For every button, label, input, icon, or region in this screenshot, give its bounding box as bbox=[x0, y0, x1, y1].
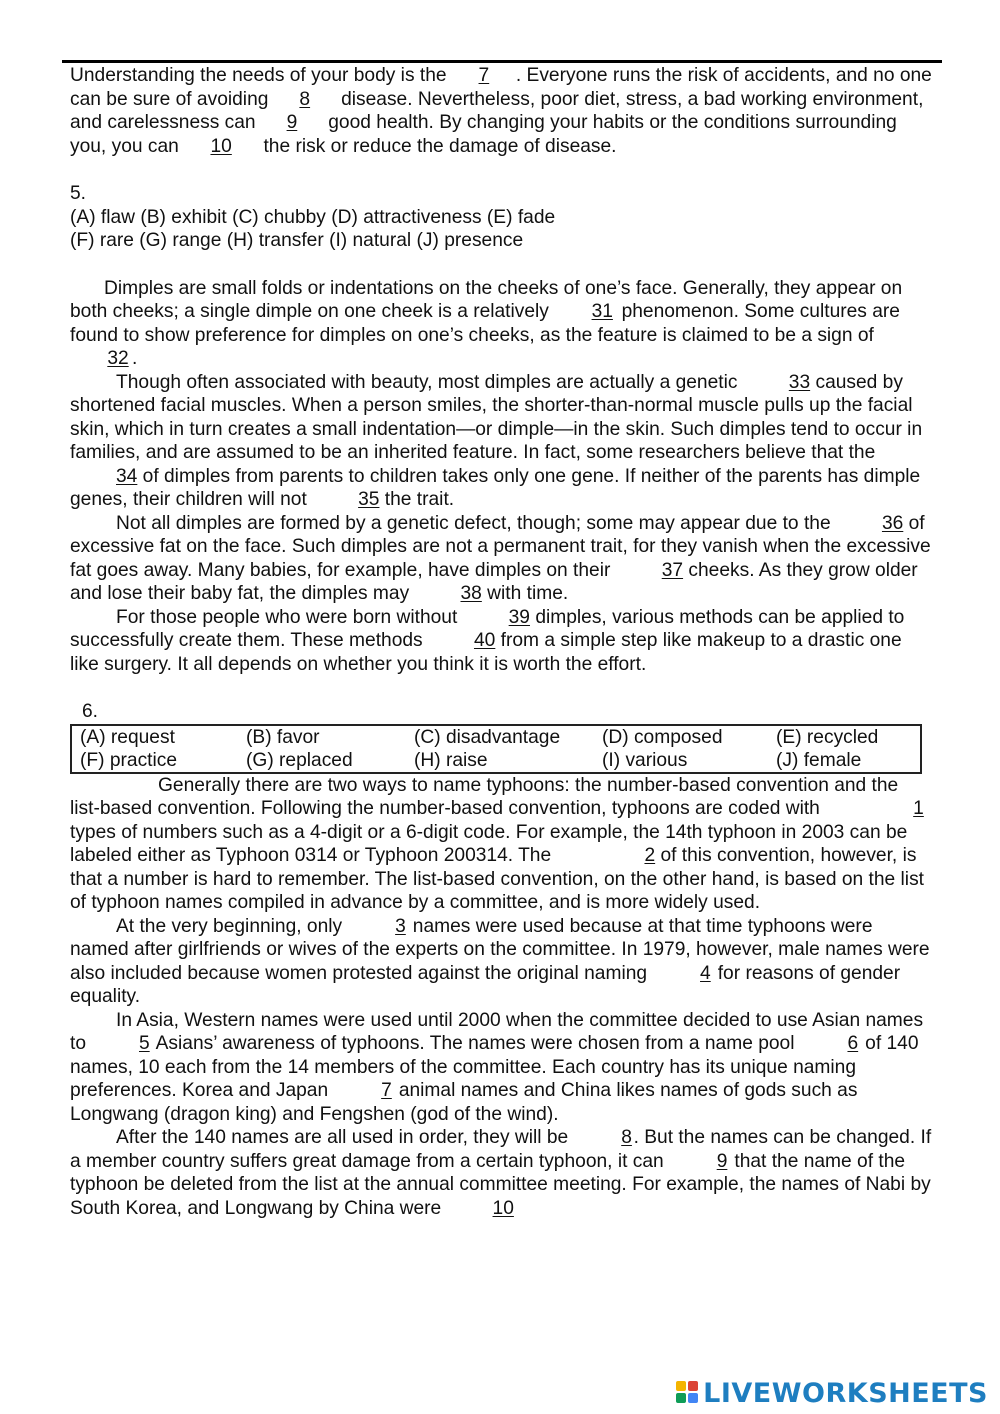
option-e: (E) recycled bbox=[776, 726, 879, 748]
option-i: (I) various bbox=[602, 749, 688, 771]
blank-31[interactable]: 31 bbox=[591, 301, 613, 322]
liveworksheets-brand-text: LIVEWORKSHEETS bbox=[703, 1377, 988, 1409]
option-f: (F) practice bbox=[80, 749, 178, 771]
blank-39[interactable]: 39 bbox=[508, 606, 530, 628]
liveworksheets-logo[interactable] bbox=[676, 1377, 988, 1409]
section5-options-line-1: (A) flaw (B) exhibit (C) chubby (D) attractiveness (E) fade bbox=[70, 206, 556, 228]
worksheet-page bbox=[70, 64, 932, 1220]
section6-paragraph-1: Generally there are two ways to name typhoons: the number-based convention and the list-based convention. Following the number-based convention, typhoons are coded with 1 types of numbers such as a 4-digit or a 6-digit code. For example, the 14th typhoon in 2003 can be labeled either as Typhoon 0314 or Typhoon 200314. The 2 of this convention, however, is that a number is hard to remember. The list-based convention, on the other hand, is based on the list of typhoon names compiled in advance by a committee, and is more widely used. bbox=[70, 774, 924, 913]
top-divider bbox=[62, 60, 942, 63]
blank-40[interactable]: 40 bbox=[473, 630, 496, 651]
section5-paragraph-4: For those people who were born without 39 dimples, various methods can be applied to successfully create them. These methods 40 from a simple step like makeup to a drastic one like surgery. It all depends on whether you think it is worth the effort. bbox=[70, 606, 905, 675]
blank-33[interactable]: 33 bbox=[788, 371, 811, 393]
blank-6-3[interactable]: 3 bbox=[395, 915, 406, 937]
blank-36[interactable]: 36 bbox=[881, 512, 904, 534]
section6-paragraph-3: In Asia, Western names were used until 2000 when the committee decided to use Asian names to 5 Asians’ awareness of typhoons. The names were chosen from a name pool 6 of 140 names, 10 each from the 14 members of the committee. Each country has its unique naming preferences. Korea and Japan 7 animal names and China likes names of gods such as Longwang (dragon king) and Fengshen (god of the wind). bbox=[70, 1009, 924, 1125]
blank-10[interactable]: 10 bbox=[210, 135, 232, 157]
liveworksheets-mark-icon bbox=[676, 1381, 700, 1405]
blank-6-9[interactable]: 9 bbox=[716, 1150, 728, 1172]
blank-6-7[interactable]: 7 bbox=[381, 1080, 392, 1101]
option-b: (B) favor bbox=[246, 726, 320, 748]
section5-paragraph-2: Though often associated with beauty, most dimples are actually a genetic 33 caused by shortened facial muscles. When a person smiles, the shorter-than-normal muscle pulls up the facial skin, which in turn creates a small indentation—or dimple—in the skin. Such dimples tend to occur in families, and are assumed to be an inherited feature. In fact, some researchers believe that the 34 of dimples from parents to children takes only one gene. If neither of the parents has dimple genes, their children will not 35 the trait. bbox=[70, 371, 923, 510]
section5-options-line-2: (F) rare (G) range (H) transfer (I) natural (J) presence bbox=[70, 230, 524, 251]
section5-number: 5. bbox=[70, 183, 87, 204]
blank-34[interactable]: 34 bbox=[116, 465, 138, 487]
option-h: (H) raise bbox=[414, 749, 488, 771]
option-d: (D) composed bbox=[602, 726, 723, 748]
options-row bbox=[80, 726, 920, 749]
blank-35[interactable]: 35 bbox=[358, 489, 380, 510]
blank-6-10[interactable]: 10 bbox=[492, 1197, 514, 1219]
section4-paragraph: Understanding the needs of your body is the 7 . Everyone runs the risk of accidents, and no one can be sure of avoiding 8 disease. Nevertheless, poor diet, stress, a bad working environment, and carelessness can 9 good health. By changing your habits or the conditions surrounding you, you can 10 the risk or reduce the damage of disease. bbox=[70, 65, 932, 157]
section6-number: 6. bbox=[82, 701, 99, 722]
blank-38[interactable]: 38 bbox=[460, 583, 482, 604]
blank-6-6[interactable]: 6 bbox=[847, 1033, 859, 1054]
blank-7[interactable]: 7 bbox=[478, 65, 490, 86]
blank-8[interactable]: 8 bbox=[299, 88, 311, 110]
blank-32[interactable]: 32 bbox=[107, 348, 129, 369]
section6-options-box bbox=[70, 724, 922, 774]
option-j: (J) female bbox=[776, 749, 862, 771]
section6-paragraph-2: At the very beginning, only 3 names were used because at that time typhoons were named after girlfriends or wives of the experts on the committee. In 1979, however, male names were also included because women protested against the original naming 4 for reasons of gender equality. bbox=[70, 915, 930, 1007]
option-c: (C) disadvantage bbox=[414, 726, 561, 748]
section5-paragraph-3: Not all dimples are formed by a genetic defect, though; some may appear due to the 36 of excessive fat on the face. Such dimples are not a permanent trait, for they vanish when the excessive fat goes away. Many babies, for example, have dimples on their 37 cheeks. As they grow older and lose their baby fat, the dimples may 38 with time. bbox=[70, 512, 931, 604]
section6-paragraph-4: After the 140 names are all used in order, they will be 8. But the names can be changed. If a member country suffers great damage from a certain typhoon, it can 9 that the name of the typhoon be deleted from the list at the annual committee meeting. For example, the names of Nabi by South Korea, and Longwang by China were 10 bbox=[70, 1127, 932, 1219]
options-row bbox=[80, 749, 920, 772]
section6-options-table bbox=[80, 726, 920, 772]
blank-6-8[interactable]: 8 bbox=[621, 1127, 632, 1148]
section5-paragraph-1: Dimples are small folds or indentations on the cheeks of one’s face. Generally, they appear on both cheeks; a single dimple on one cheek is a relatively 31 phenomenon. Some cultures are found to show preference for dimples on one’s cheeks, as the feature is claimed to be a sign of 32 . bbox=[70, 277, 903, 369]
blank-9[interactable]: 9 bbox=[286, 112, 298, 133]
blank-6-5[interactable]: 5 bbox=[139, 1033, 150, 1054]
blank-37[interactable]: 37 bbox=[661, 559, 684, 581]
blank-6-1[interactable]: 1 bbox=[913, 798, 924, 819]
option-g: (G) replaced bbox=[246, 749, 353, 771]
blank-6-4[interactable]: 4 bbox=[700, 962, 711, 984]
blank-6-2[interactable]: 2 bbox=[644, 845, 656, 866]
option-a: (A) request bbox=[80, 726, 175, 748]
